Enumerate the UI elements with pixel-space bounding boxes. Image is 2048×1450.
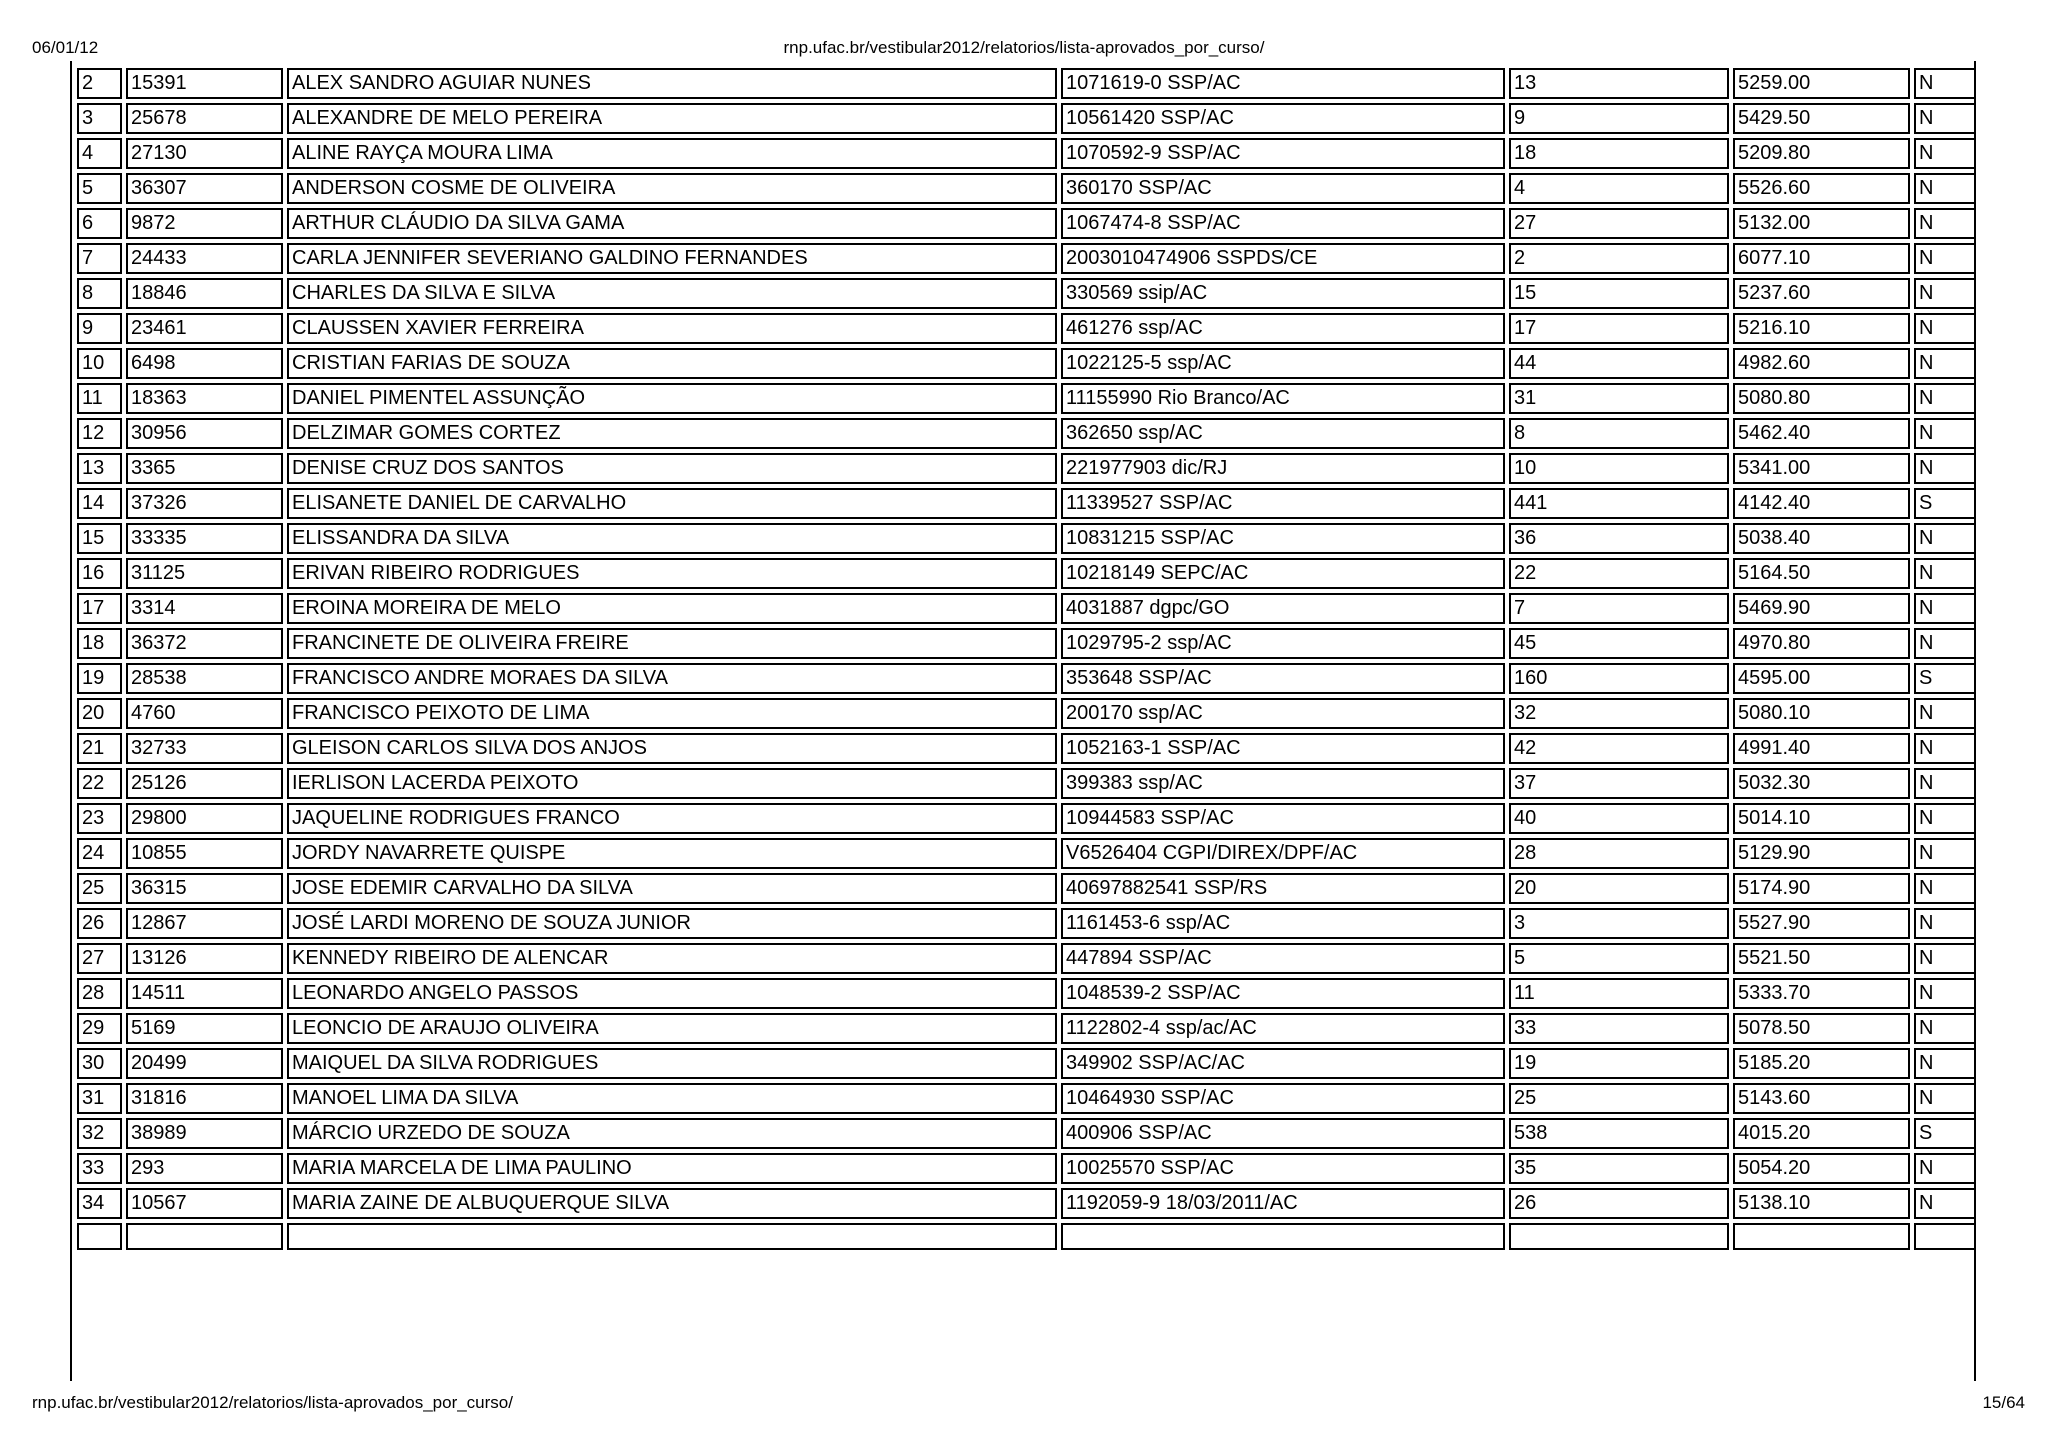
- registration-cell: 3365: [126, 453, 283, 484]
- registration-cell: 6498: [126, 348, 283, 379]
- seq-cell: 27: [77, 943, 122, 974]
- score-cell: 5185.20: [1733, 1048, 1910, 1079]
- registration-cell: 37326: [126, 488, 283, 519]
- seq-cell: 21: [77, 733, 122, 764]
- name-cell: DELZIMAR GOMES CORTEZ: [287, 418, 1057, 449]
- quota-flag-cell: N: [1914, 1083, 1976, 1114]
- classification-cell: 22: [1509, 558, 1729, 589]
- score-cell: 5237.60: [1733, 278, 1910, 309]
- registration-cell: 10567: [126, 1188, 283, 1219]
- table-row: [77, 663, 1976, 694]
- id-document-cell: 1029795-2 ssp/AC: [1061, 628, 1505, 659]
- registration-cell: 32733: [126, 733, 283, 764]
- score-cell: 5526.60: [1733, 173, 1910, 204]
- registration-cell: 30956: [126, 418, 283, 449]
- classification-cell: 18: [1509, 138, 1729, 169]
- quota-flag-cell: N: [1914, 908, 1976, 939]
- name-cell: CLAUSSEN XAVIER FERREIRA: [287, 313, 1057, 344]
- quota-flag-cell: N: [1914, 873, 1976, 904]
- seq-cell: 17: [77, 593, 122, 624]
- seq-cell: 6: [77, 208, 122, 239]
- classification-cell: 27: [1509, 208, 1729, 239]
- quota-flag-cell: N: [1914, 453, 1976, 484]
- quota-flag-cell: N: [1914, 348, 1976, 379]
- score-cell: 5138.10: [1733, 1188, 1910, 1219]
- score-cell: 5174.90: [1733, 873, 1910, 904]
- score-cell: 5521.50: [1733, 943, 1910, 974]
- classification-cell: 15: [1509, 278, 1729, 309]
- score-cell: 5333.70: [1733, 978, 1910, 1009]
- seq-cell: 25: [77, 873, 122, 904]
- seq-cell: 18: [77, 628, 122, 659]
- classification-cell: 8: [1509, 418, 1729, 449]
- classification-cell: 3: [1509, 908, 1729, 939]
- table-row: [77, 698, 1976, 729]
- id-document-cell: [1061, 1223, 1505, 1250]
- id-document-cell: 360170 SSP/AC: [1061, 173, 1505, 204]
- seq-cell: 22: [77, 768, 122, 799]
- registration-cell: 33335: [126, 523, 283, 554]
- registration-cell: 24433: [126, 243, 283, 274]
- id-document-cell: 11155990 Rio Branco/AC: [1061, 383, 1505, 414]
- table-row: [77, 558, 1976, 589]
- table-row: [77, 838, 1976, 869]
- name-cell: ANDERSON COSME DE OLIVEIRA: [287, 173, 1057, 204]
- id-document-cell: 200170 ssp/AC: [1061, 698, 1505, 729]
- seq-cell: 28: [77, 978, 122, 1009]
- name-cell: FRANCINETE DE OLIVEIRA FREIRE: [287, 628, 1057, 659]
- registration-cell: 28538: [126, 663, 283, 694]
- quota-flag-cell: N: [1914, 1013, 1976, 1044]
- registration-cell: 4760: [126, 698, 283, 729]
- registration-cell: 10855: [126, 838, 283, 869]
- table-row: [77, 628, 1976, 659]
- approved-list-table: [73, 64, 1976, 1254]
- header-url: rnp.ufac.br/vestibular2012/relatorios/lista-aprovados_por_curso/: [783, 38, 1265, 57]
- id-document-cell: 1067474-8 SSP/AC: [1061, 208, 1505, 239]
- score-cell: 5164.50: [1733, 558, 1910, 589]
- quota-flag-cell: N: [1914, 558, 1976, 589]
- name-cell: JOSE EDEMIR CARVALHO DA SILVA: [287, 873, 1057, 904]
- table-row: [77, 313, 1976, 344]
- classification-cell: 28: [1509, 838, 1729, 869]
- registration-cell: 9872: [126, 208, 283, 239]
- table-row: [77, 383, 1976, 414]
- quota-flag-cell: N: [1914, 1188, 1976, 1219]
- table-row: [77, 943, 1976, 974]
- table-row: [77, 803, 1976, 834]
- table-row: [77, 908, 1976, 939]
- id-document-cell: 1122802-4 ssp/ac/AC: [1061, 1013, 1505, 1044]
- seq-cell: 16: [77, 558, 122, 589]
- registration-cell: 25126: [126, 768, 283, 799]
- table-row: [77, 453, 1976, 484]
- table-row: [77, 873, 1976, 904]
- name-cell: LEONCIO DE ARAUJO OLIVEIRA: [287, 1013, 1057, 1044]
- id-document-cell: 447894 SSP/AC: [1061, 943, 1505, 974]
- id-document-cell: 1052163-1 SSP/AC: [1061, 733, 1505, 764]
- name-cell: MARIA ZAINE DE ALBUQUERQUE SILVA: [287, 1188, 1057, 1219]
- seq-cell: 29: [77, 1013, 122, 1044]
- registration-cell: [126, 1223, 283, 1250]
- seq-cell: 32: [77, 1118, 122, 1149]
- seq-cell: 23: [77, 803, 122, 834]
- score-cell: 5341.00: [1733, 453, 1910, 484]
- table-row: [77, 103, 1976, 134]
- score-cell: 5080.80: [1733, 383, 1910, 414]
- table-row: [77, 173, 1976, 204]
- registration-cell: 3314: [126, 593, 283, 624]
- classification-cell: 5: [1509, 943, 1729, 974]
- score-cell: 4970.80: [1733, 628, 1910, 659]
- score-cell: 5209.80: [1733, 138, 1910, 169]
- quota-flag-cell: N: [1914, 173, 1976, 204]
- id-document-cell: 1192059-9 18/03/2011/AC: [1061, 1188, 1505, 1219]
- id-document-cell: 10831215 SSP/AC: [1061, 523, 1505, 554]
- table-row: [77, 68, 1976, 99]
- registration-cell: 13126: [126, 943, 283, 974]
- id-document-cell: 4031887 dgpc/GO: [1061, 593, 1505, 624]
- seq-cell: 20: [77, 698, 122, 729]
- name-cell: JOSÉ LARDI MORENO DE SOUZA JUNIOR: [287, 908, 1057, 939]
- classification-cell: 33: [1509, 1013, 1729, 1044]
- seq-cell: 26: [77, 908, 122, 939]
- name-cell: FRANCISCO ANDRE MORAES DA SILVA: [287, 663, 1057, 694]
- score-cell: 4595.00: [1733, 663, 1910, 694]
- classification-cell: 45: [1509, 628, 1729, 659]
- id-document-cell: 1022125-5 ssp/AC: [1061, 348, 1505, 379]
- table-row: [77, 978, 1976, 1009]
- classification-cell: 31: [1509, 383, 1729, 414]
- table-row: [77, 488, 1976, 519]
- quota-flag-cell: N: [1914, 803, 1976, 834]
- table-row: [77, 768, 1976, 799]
- quota-flag-cell: N: [1914, 978, 1976, 1009]
- quota-flag-cell: N: [1914, 278, 1976, 309]
- seq-cell: 12: [77, 418, 122, 449]
- id-document-cell: 10561420 SSP/AC: [1061, 103, 1505, 134]
- seq-cell: 31: [77, 1083, 122, 1114]
- classification-cell: 160: [1509, 663, 1729, 694]
- score-cell: 5143.60: [1733, 1083, 1910, 1114]
- table-row: [77, 1013, 1976, 1044]
- quota-flag-cell: N: [1914, 768, 1976, 799]
- score-cell: 5527.90: [1733, 908, 1910, 939]
- classification-cell: 9: [1509, 103, 1729, 134]
- table-row: [77, 1223, 1976, 1250]
- name-cell: DENISE CRUZ DOS SANTOS: [287, 453, 1057, 484]
- table-row: [77, 523, 1976, 554]
- quota-flag-cell: N: [1914, 838, 1976, 869]
- registration-cell: 31125: [126, 558, 283, 589]
- table-row: [77, 593, 1976, 624]
- classification-cell: 36: [1509, 523, 1729, 554]
- quota-flag-cell: S: [1914, 488, 1976, 519]
- name-cell: MÁRCIO URZEDO DE SOUZA: [287, 1118, 1057, 1149]
- name-cell: MAIQUEL DA SILVA RODRIGUES: [287, 1048, 1057, 1079]
- seq-cell: 15: [77, 523, 122, 554]
- classification-cell: 20: [1509, 873, 1729, 904]
- table-row: [77, 1188, 1976, 1219]
- seq-cell: 9: [77, 313, 122, 344]
- seq-cell: 7: [77, 243, 122, 274]
- name-cell: EROINA MOREIRA DE MELO: [287, 593, 1057, 624]
- name-cell: MANOEL LIMA DA SILVA: [287, 1083, 1057, 1114]
- registration-cell: 23461: [126, 313, 283, 344]
- score-cell: 5038.40: [1733, 523, 1910, 554]
- seq-cell: 8: [77, 278, 122, 309]
- quota-flag-cell: N: [1914, 943, 1976, 974]
- registration-cell: 12867: [126, 908, 283, 939]
- table-row: [77, 138, 1976, 169]
- name-cell: CRISTIAN FARIAS DE SOUZA: [287, 348, 1057, 379]
- classification-cell: 40: [1509, 803, 1729, 834]
- score-cell: 5216.10: [1733, 313, 1910, 344]
- table-row: [77, 348, 1976, 379]
- id-document-cell: 1071619-0 SSP/AC: [1061, 68, 1505, 99]
- quota-flag-cell: N: [1914, 1048, 1976, 1079]
- seq-cell: 30: [77, 1048, 122, 1079]
- quota-flag-cell: N: [1914, 418, 1976, 449]
- name-cell: KENNEDY RIBEIRO DE ALENCAR: [287, 943, 1057, 974]
- seq-cell: 3: [77, 103, 122, 134]
- quota-flag-cell: N: [1914, 523, 1976, 554]
- table-row: [77, 1153, 1976, 1184]
- classification-cell: 13: [1509, 68, 1729, 99]
- registration-cell: 18846: [126, 278, 283, 309]
- registration-cell: 293: [126, 1153, 283, 1184]
- registration-cell: 20499: [126, 1048, 283, 1079]
- score-cell: 5259.00: [1733, 68, 1910, 99]
- registration-cell: 14511: [126, 978, 283, 1009]
- quota-flag-cell: N: [1914, 103, 1976, 134]
- approved-list-table-container: [70, 61, 1976, 1381]
- header-date: 06/01/12: [32, 38, 99, 57]
- table-outer-border-left: [70, 61, 72, 1381]
- registration-cell: 36307: [126, 173, 283, 204]
- name-cell: ELISANETE DANIEL DE CARVALHO: [287, 488, 1057, 519]
- quota-flag-cell: N: [1914, 313, 1976, 344]
- quota-flag-cell: N: [1914, 593, 1976, 624]
- score-cell: 4015.20: [1733, 1118, 1910, 1149]
- score-cell: 4991.40: [1733, 733, 1910, 764]
- id-document-cell: 353648 SSP/AC: [1061, 663, 1505, 694]
- name-cell: FRANCISCO PEIXOTO DE LIMA: [287, 698, 1057, 729]
- score-cell: 4982.60: [1733, 348, 1910, 379]
- score-cell: 5129.90: [1733, 838, 1910, 869]
- table-row: [77, 243, 1976, 274]
- score-cell: [1733, 1223, 1910, 1250]
- name-cell: IERLISON LACERDA PEIXOTO: [287, 768, 1057, 799]
- quota-flag-cell: N: [1914, 628, 1976, 659]
- name-cell: GLEISON CARLOS SILVA DOS ANJOS: [287, 733, 1057, 764]
- id-document-cell: 349902 SSP/AC/AC: [1061, 1048, 1505, 1079]
- id-document-cell: 330569 ssip/AC: [1061, 278, 1505, 309]
- classification-cell: 7: [1509, 593, 1729, 624]
- name-cell: CARLA JENNIFER SEVERIANO GALDINO FERNANDES: [287, 243, 1057, 274]
- id-document-cell: 1048539-2 SSP/AC: [1061, 978, 1505, 1009]
- seq-cell: 11: [77, 383, 122, 414]
- score-cell: 5132.00: [1733, 208, 1910, 239]
- classification-cell: 2: [1509, 243, 1729, 274]
- seq-cell: 34: [77, 1188, 122, 1219]
- registration-cell: 27130: [126, 138, 283, 169]
- registration-cell: 36315: [126, 873, 283, 904]
- table-row: [77, 733, 1976, 764]
- score-cell: 4142.40: [1733, 488, 1910, 519]
- classification-cell: 42: [1509, 733, 1729, 764]
- name-cell: ERIVAN RIBEIRO RODRIGUES: [287, 558, 1057, 589]
- footer-url: rnp.ufac.br/vestibular2012/relatorios/lista-aprovados_por_curso/: [32, 1393, 513, 1412]
- seq-cell: 4: [77, 138, 122, 169]
- quota-flag-cell: N: [1914, 208, 1976, 239]
- score-cell: 5429.50: [1733, 103, 1910, 134]
- quota-flag-cell: N: [1914, 698, 1976, 729]
- name-cell: DANIEL PIMENTEL ASSUNÇÃO: [287, 383, 1057, 414]
- seq-cell: [77, 1223, 122, 1250]
- classification-cell: 44: [1509, 348, 1729, 379]
- seq-cell: 24: [77, 838, 122, 869]
- name-cell: LEONARDO ANGELO PASSOS: [287, 978, 1057, 1009]
- id-document-cell: 10944583 SSP/AC: [1061, 803, 1505, 834]
- classification-cell: 32: [1509, 698, 1729, 729]
- id-document-cell: 399383 ssp/AC: [1061, 768, 1505, 799]
- name-cell: ALEXANDRE DE MELO PEREIRA: [287, 103, 1057, 134]
- quota-flag-cell: S: [1914, 1118, 1976, 1149]
- classification-cell: 35: [1509, 1153, 1729, 1184]
- registration-cell: 15391: [126, 68, 283, 99]
- id-document-cell: 10025570 SSP/AC: [1061, 1153, 1505, 1184]
- score-cell: 5080.10: [1733, 698, 1910, 729]
- table-row: [77, 1118, 1976, 1149]
- quota-flag-cell: N: [1914, 243, 1976, 274]
- name-cell: ELISSANDRA DA SILVA: [287, 523, 1057, 554]
- classification-cell: 538: [1509, 1118, 1729, 1149]
- score-cell: 5014.10: [1733, 803, 1910, 834]
- quota-flag-cell: N: [1914, 1153, 1976, 1184]
- classification-cell: 26: [1509, 1188, 1729, 1219]
- seq-cell: 10: [77, 348, 122, 379]
- table-row: [77, 1048, 1976, 1079]
- registration-cell: 31816: [126, 1083, 283, 1114]
- classification-cell: 4: [1509, 173, 1729, 204]
- score-cell: 5469.90: [1733, 593, 1910, 624]
- id-document-cell: 2003010474906 SSPDS/CE: [1061, 243, 1505, 274]
- classification-cell: 19: [1509, 1048, 1729, 1079]
- quota-flag-cell: [1914, 1223, 1976, 1250]
- classification-cell: 10: [1509, 453, 1729, 484]
- table-row: [77, 278, 1976, 309]
- registration-cell: 25678: [126, 103, 283, 134]
- classification-cell: 11: [1509, 978, 1729, 1009]
- registration-cell: 5169: [126, 1013, 283, 1044]
- classification-cell: 37: [1509, 768, 1729, 799]
- id-document-cell: 362650 ssp/AC: [1061, 418, 1505, 449]
- classification-cell: [1509, 1223, 1729, 1250]
- id-document-cell: 10464930 SSP/AC: [1061, 1083, 1505, 1114]
- classification-cell: 441: [1509, 488, 1729, 519]
- seq-cell: 2: [77, 68, 122, 99]
- seq-cell: 13: [77, 453, 122, 484]
- score-cell: 6077.10: [1733, 243, 1910, 274]
- name-cell: ALEX SANDRO AGUIAR NUNES: [287, 68, 1057, 99]
- classification-cell: 17: [1509, 313, 1729, 344]
- name-cell: JAQUELINE RODRIGUES FRANCO: [287, 803, 1057, 834]
- id-document-cell: 10218149 SEPC/AC: [1061, 558, 1505, 589]
- id-document-cell: 400906 SSP/AC: [1061, 1118, 1505, 1149]
- score-cell: 5078.50: [1733, 1013, 1910, 1044]
- name-cell: [287, 1223, 1057, 1250]
- page-number: 15/64: [1982, 1393, 2025, 1412]
- table-row: [77, 208, 1976, 239]
- seq-cell: 5: [77, 173, 122, 204]
- table-row: [77, 418, 1976, 449]
- table-body: [77, 68, 1976, 1250]
- name-cell: ALINE RAYÇA MOURA LIMA: [287, 138, 1057, 169]
- table-row: [77, 1083, 1976, 1114]
- id-document-cell: V6526404 CGPI/DIREX/DPF/AC: [1061, 838, 1505, 869]
- score-cell: 5054.20: [1733, 1153, 1910, 1184]
- classification-cell: 25: [1509, 1083, 1729, 1114]
- id-document-cell: 40697882541 SSP/RS: [1061, 873, 1505, 904]
- id-document-cell: 461276 ssp/AC: [1061, 313, 1505, 344]
- id-document-cell: 221977903 dic/RJ: [1061, 453, 1505, 484]
- name-cell: ARTHUR CLÁUDIO DA SILVA GAMA: [287, 208, 1057, 239]
- registration-cell: 36372: [126, 628, 283, 659]
- id-document-cell: 11339527 SSP/AC: [1061, 488, 1505, 519]
- registration-cell: 29800: [126, 803, 283, 834]
- registration-cell: 18363: [126, 383, 283, 414]
- quota-flag-cell: N: [1914, 138, 1976, 169]
- name-cell: MARIA MARCELA DE LIMA PAULINO: [287, 1153, 1057, 1184]
- score-cell: 5032.30: [1733, 768, 1910, 799]
- quota-flag-cell: N: [1914, 383, 1976, 414]
- quota-flag-cell: S: [1914, 663, 1976, 694]
- quota-flag-cell: N: [1914, 733, 1976, 764]
- id-document-cell: 1070592-9 SSP/AC: [1061, 138, 1505, 169]
- seq-cell: 19: [77, 663, 122, 694]
- seq-cell: 33: [77, 1153, 122, 1184]
- score-cell: 5462.40: [1733, 418, 1910, 449]
- seq-cell: 14: [77, 488, 122, 519]
- id-document-cell: 1161453-6 ssp/AC: [1061, 908, 1505, 939]
- registration-cell: 38989: [126, 1118, 283, 1149]
- quota-flag-cell: N: [1914, 68, 1976, 99]
- name-cell: JORDY NAVARRETE QUISPE: [287, 838, 1057, 869]
- name-cell: CHARLES DA SILVA E SILVA: [287, 278, 1057, 309]
